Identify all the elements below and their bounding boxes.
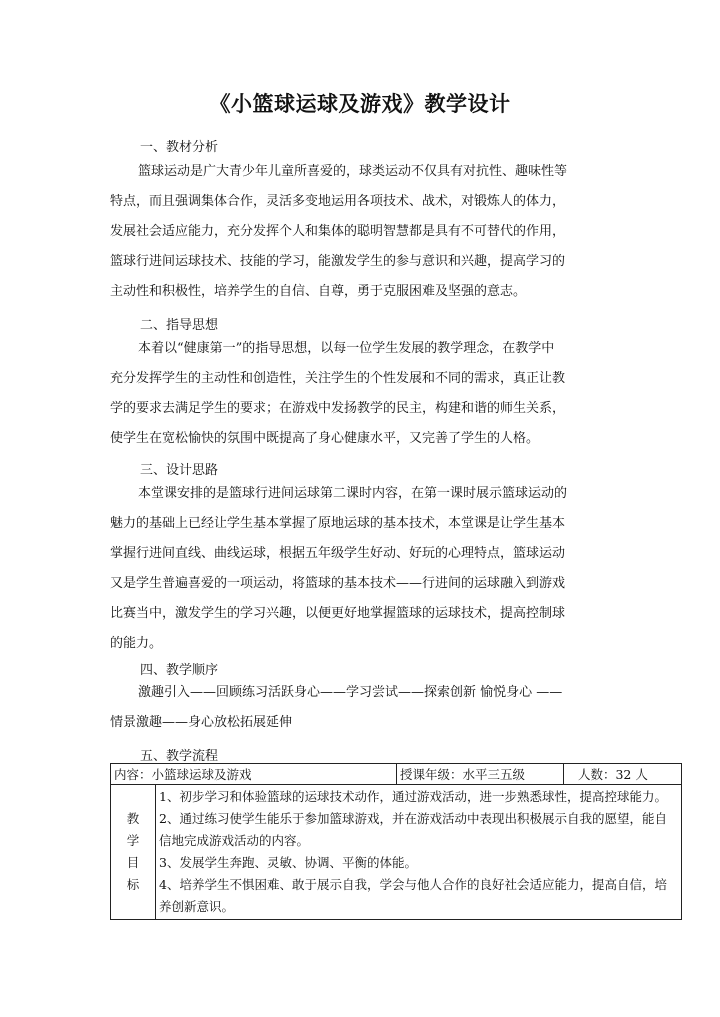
goals-label: 教学目标 [126,811,140,892]
paragraph-line: 篮球运动是广大青少年儿童所喜爱的，球类运动不仅具有对抗性、趣味性等 [138,164,568,179]
section-heading-sequence: 四、教学顺序 [140,663,219,678]
paragraph-line: 发展社会适应能力，充分发挥个人和集体的聪明智慧都是具有不可替代的作用， [110,224,566,239]
table-row [111,764,682,785]
paragraph-line: 掌握行进间直线、曲线运球，根据五年级学生好动、好玩的心理特点，篮球运动 [110,546,566,561]
paragraph-line: 本着以“健康第一”的指导思想，以每一位学生发展的教学理念，在教学中 [138,341,555,356]
goal-item: 4、培养学生不惧困难、敢于展示自我，学会与他人合作的良好社会适应能力，提高自信，培养创新意识。 [159,877,667,914]
section-body-guiding-idea [110,334,620,454]
goal-item: 2、通过练习使学生能乐于参加篮球游戏，并在游戏活动中表现出积极展示自我的愿望，能自信地完成游戏活动的内容。 [159,811,667,848]
section-heading-guiding-idea: 二、指导思想 [140,318,219,333]
table-row [111,785,682,920]
goals-cell [156,785,682,920]
paragraph-line: 激趣引入——回顾练习活跃身心——学习尝试——探索创新 愉悦身心 —— [138,685,563,700]
goal-item: 1、初步学习和体验篮球的运球技术动作，通过游戏活动，进一步熟悉球性，提高控球能力。 [159,789,667,804]
grade-cell: 授课年级：水平三五级 [396,764,563,785]
document-title: 《小篮球运球及游戏》教学设计 [209,91,511,116]
paragraph-line: 篮球行进间运球技术、技能的学习，能激发学生的参与意识和兴趣，提高学习的 [110,254,566,269]
goal-item: 3、发展学生奔跑、灵敏、协调、平衡的体能。 [159,855,417,870]
section-heading-materials: 一、教材分析 [140,140,219,155]
paragraph-line: 的能力。 [110,636,163,651]
student-count-cell: 人数：32 人 [563,764,681,785]
section-body-sequence [110,678,620,738]
goals-label-cell [111,785,156,920]
paragraph-line: 充分发挥学生的主动性和创造性，关注学生的个性发展和不同的需求，真正让教 [110,371,566,386]
paragraph-line: 魅力的基础上已经让学生基本掌握了原地运球的基本技术，本堂课是让学生基本 [110,516,566,531]
section-body-materials [110,157,620,307]
section-heading-flow: 五、教学流程 [140,749,219,764]
paragraph-line: 特点，而且强调集体合作，灵活多变地运用各项技术、战术，对锻炼人的体力， [110,194,566,209]
paragraph-line: 比赛当中，激发学生的学习兴趣，以便更好地掌握篮球的运球技术，提高控制球 [110,606,566,621]
content-cell: 内容：小篮球运球及游戏 [111,764,397,785]
section-heading-design: 三、设计思路 [140,463,219,478]
paragraph-line: 情景激趣——身心放松拓展延伸 [110,715,293,730]
paragraph-line: 使学生在宽松愉快的氛围中既提高了身心健康水平，又完善了学生的人格。 [110,431,540,446]
paragraph-line: 本堂课安排的是篮球行进间运球第二课时内容，在第一课时展示篮球运动的 [138,486,568,501]
paragraph-line: 学的要求去满足学生的要求；在游戏中发扬教学的民主，构建和谐的师生关系， [110,401,566,416]
teaching-flow-table [110,763,682,920]
paragraph-line: 主动性和积极性，培养学生的自信、自尊，勇于克服困难及坚强的意志。 [110,284,527,299]
section-body-design [110,479,620,659]
paragraph-line: 又是学生普遍喜爱的一项运动，将篮球的基本技术——行进间的运球融入到游戏 [110,576,566,591]
